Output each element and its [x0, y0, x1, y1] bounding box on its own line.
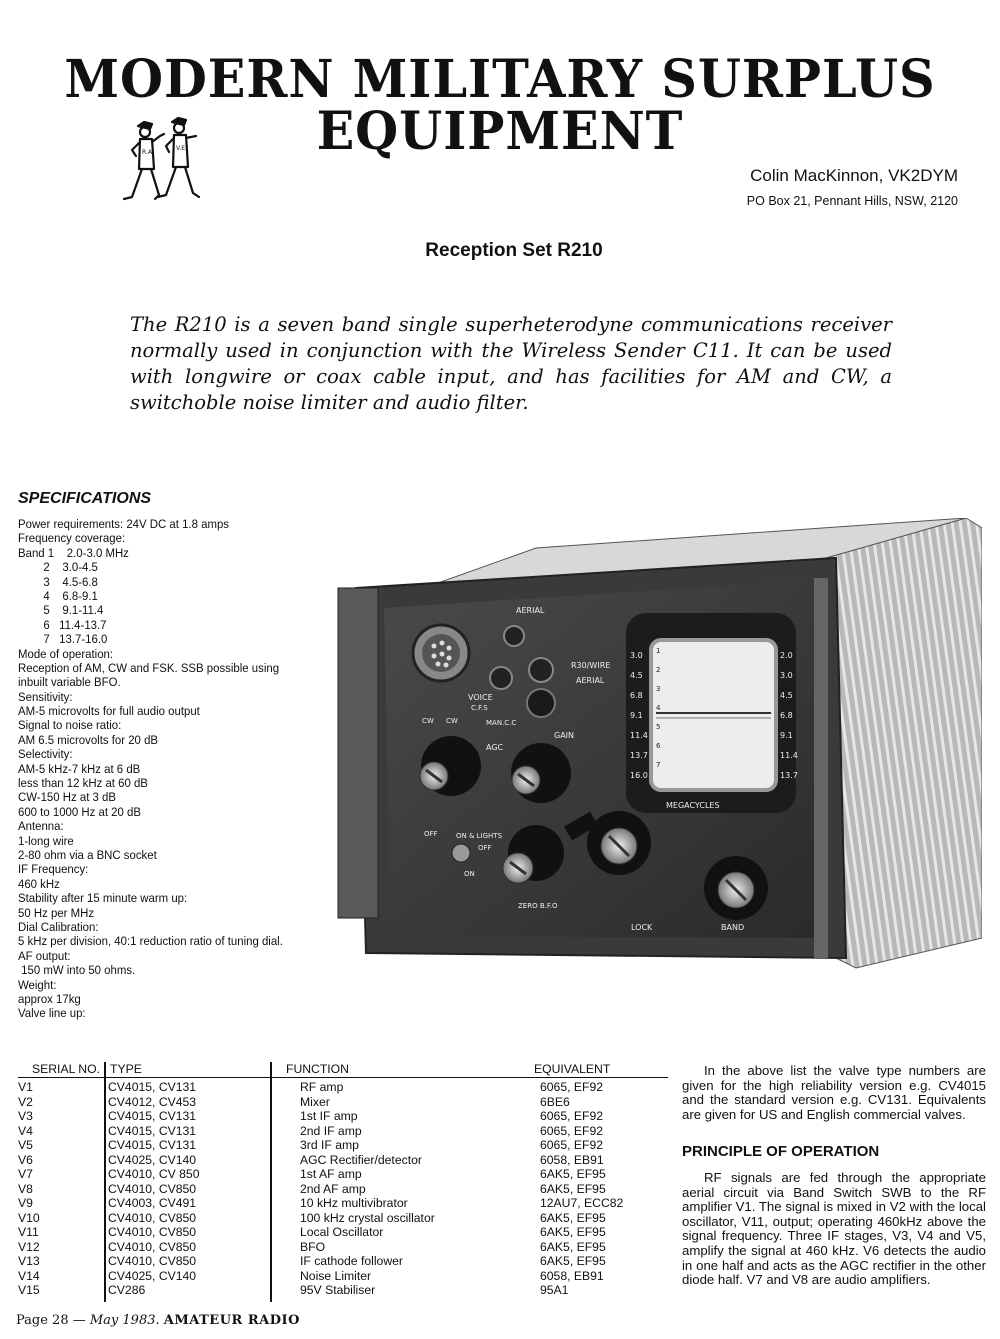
- type-cell: CV4010, CV850: [108, 1239, 197, 1254]
- serial-cell: V9: [18, 1196, 33, 1210]
- col-equivalent-header: EQUIVALENT: [534, 1062, 611, 1076]
- spec-line: IF Frequency:: [18, 862, 89, 877]
- type-cell: CV4003, CV491: [108, 1196, 197, 1210]
- table-row: [18, 1138, 668, 1153]
- function-cell: Local Oscillator: [300, 1225, 384, 1239]
- author-name: Colin MacKinnon, VK2DYM: [750, 166, 958, 185]
- spec-line: inbuilt variable BFO.: [18, 675, 121, 690]
- spec-line: 460 kHz: [18, 876, 60, 891]
- table-divider: [270, 1062, 272, 1302]
- table-row: [18, 1283, 668, 1298]
- dial-scale-left: 4.5: [630, 671, 643, 680]
- serial-cell: V12: [18, 1239, 40, 1254]
- serial-cell: V1: [18, 1080, 33, 1094]
- spec-line: Power requirements: 24V DC at 1.8 amps: [18, 517, 229, 531]
- type-cell: CV4010, CV 850: [108, 1167, 200, 1181]
- dial-scale-right: 2.0: [780, 651, 793, 660]
- table-row: [18, 1269, 668, 1284]
- dial-band-number: 4: [656, 704, 661, 712]
- function-cell: Mixer: [300, 1094, 330, 1109]
- type-cell: CV286: [108, 1283, 146, 1297]
- table-row: [18, 1095, 668, 1110]
- serial-cell: V3: [18, 1109, 33, 1123]
- dial-scale-left: 9.1: [630, 711, 643, 720]
- table-row: [18, 1124, 668, 1139]
- table-row: [18, 1254, 668, 1269]
- r30-wire-label: R30/WIRE: [571, 661, 611, 670]
- table-divider: [104, 1062, 106, 1302]
- dial-band-number: 2: [656, 666, 661, 674]
- function-cell: 2nd AF amp: [300, 1181, 366, 1196]
- type-cell: CV4010, CV850: [108, 1210, 197, 1225]
- receiver-photo: [336, 518, 982, 973]
- type-cell: CV4015, CV131: [108, 1080, 197, 1094]
- dial-scale-left: 16.0: [630, 771, 648, 780]
- cw1-label: CW: [422, 717, 434, 725]
- equivalent-cell: 6065, EF92: [540, 1123, 604, 1138]
- equivalent-cell: 6065, EF92: [540, 1109, 604, 1123]
- equivalent-cell: 6058, EB91: [540, 1268, 604, 1283]
- type-cell: CV4012, CV453: [108, 1094, 197, 1109]
- table-row: [18, 1225, 668, 1240]
- voice-label: VOICE: [468, 693, 493, 702]
- zero-bfo-label: ZERO B.F.O: [518, 902, 558, 910]
- spec-line: Antenna:: [18, 819, 64, 834]
- dial-scale-left: 11.4: [630, 731, 648, 740]
- spec-line: 7 13.7-16.0: [18, 632, 108, 647]
- magazine-name: AMATEUR RADIO: [163, 1313, 300, 1328]
- spec-line: Weight:: [18, 977, 57, 992]
- spec-line: AM-5 microvolts for full audio output: [18, 704, 200, 719]
- serial-cell: V6: [18, 1152, 33, 1167]
- intro-paragraph: The R210 is a seven band single superheterodyne communications receiver normally used in conjunction with the Wireless Sender C11. It can be used with longwire or coax cable input, and has facilities for AM and CW, a switchoble noise limiter and audio filter.: [130, 313, 892, 414]
- function-cell: 95V Stabiliser: [300, 1283, 376, 1297]
- svg-text:V.E: V.E: [176, 145, 186, 152]
- function-cell: 10 kHz multivibrator: [300, 1196, 408, 1210]
- type-cell: CV4015, CV131: [108, 1109, 197, 1123]
- page-footer: Page 28 — May 1983. AMATEUR RADIO: [16, 1313, 300, 1328]
- serial-cell: V8: [18, 1181, 33, 1196]
- spec-line: 5 9.1-11.4: [18, 603, 104, 618]
- table-row: [18, 1153, 668, 1168]
- dial-scale-left: 6.8: [630, 691, 643, 700]
- spec-line: 600 to 1000 Hz at 20 dB: [18, 804, 141, 819]
- spec-line: less than 12 kHz at 60 dB: [18, 776, 148, 791]
- cw2-label: CW: [446, 717, 458, 725]
- serial-cell: V10: [18, 1210, 40, 1225]
- spec-line: Band 1 2.0-3.0 MHz: [18, 545, 129, 560]
- page-number: Page 28: [16, 1313, 69, 1328]
- spec-line: Mode of operation:: [18, 646, 114, 661]
- dial-scale-right: 11.4: [780, 751, 798, 760]
- off1-label: OFF: [424, 830, 438, 838]
- spec-line: 150 mW into 50 ohms.: [18, 963, 136, 978]
- type-cell: CV4010, CV850: [108, 1225, 197, 1239]
- equivalent-cell: 6065, EF92: [540, 1138, 604, 1152]
- spec-line: AM 6.5 microvolts for 20 dB: [18, 732, 159, 747]
- function-cell: 100 kHz crystal oscillator: [300, 1210, 435, 1225]
- agc-label: AGC: [486, 743, 504, 752]
- spec-line: Signal to noise ratio:: [18, 718, 122, 733]
- type-cell: CV4015, CV131: [108, 1123, 197, 1138]
- dial-scale-right: 3.0: [780, 671, 793, 680]
- equivalent-cell: 12AU7, ECC82: [540, 1196, 624, 1210]
- on-label: ON: [464, 870, 475, 878]
- table-row: [18, 1240, 668, 1255]
- equivalent-cell: 6058, EB91: [540, 1152, 604, 1167]
- band-label: BAND: [721, 923, 745, 932]
- dial-band-number: 5: [656, 723, 661, 731]
- specifications-list: [18, 517, 348, 1021]
- author-address: PO Box 21, Pennant Hills, NSW, 2120: [746, 194, 958, 208]
- equivalent-cell: 6AK5, EF95: [540, 1225, 606, 1239]
- spec-line: 50 Hz per MHz: [18, 905, 95, 920]
- principle-heading: PRINCIPLE OF OPERATION: [682, 1143, 880, 1160]
- function-cell: 3rd IF amp: [300, 1138, 359, 1152]
- function-cell: IF cathode follower: [300, 1254, 403, 1268]
- valve-table-header: [18, 1062, 668, 1078]
- spec-line: Stability after 15 minute warm up:: [18, 891, 188, 906]
- principle-paragraph: RF signals are fed through the appropriate aerial circuit via Band Switch SWB to the RF amplifier V1. The signal is mixed in V2 with the local oscillator, V11, output; operating 460kHz above the signal frequency. Three IF stages, V3, V4 and V5, amplify the signal at 460 kHz. V6 detects the audio in one half and acts as the AGC rectifier in the other diode half. V7 and V8 are audio amplifiers.: [682, 1170, 986, 1288]
- serial-cell: V14: [18, 1268, 40, 1283]
- dial-scale-right: 13.7: [780, 771, 798, 780]
- function-cell: 1st IF amp: [300, 1109, 358, 1123]
- table-row: [18, 1167, 668, 1182]
- issue-date: May 1983: [89, 1313, 156, 1328]
- dial-scale-right: 4.5: [780, 691, 793, 700]
- spec-line: 2 3.0-4.5: [18, 560, 98, 575]
- equivalent-cell: 6AK5, EF95: [540, 1239, 606, 1254]
- gain-label: GAIN: [554, 731, 575, 740]
- spec-line: Selectivity:: [18, 747, 73, 762]
- equivalent-cell: 6AK5, EF95: [540, 1181, 606, 1196]
- type-cell: CV4010, CV850: [108, 1181, 197, 1196]
- spec-line: AF output:: [18, 948, 71, 963]
- type-cell: CV4015, CV131: [108, 1138, 197, 1152]
- function-cell: BFO: [300, 1239, 326, 1254]
- svg-text:R.A: R.A: [142, 149, 152, 156]
- equivalent-cell: 6AK5, EF95: [540, 1167, 606, 1181]
- table-row: [18, 1196, 668, 1211]
- spec-line: 3 4.5-6.8: [18, 574, 98, 589]
- article-title-line1: MODERN MILITARY SURPLUS: [64, 49, 936, 110]
- col-serial-header: SERIAL NO.: [32, 1062, 100, 1076]
- spec-line: 1-long wire: [18, 833, 74, 848]
- function-cell: RF amp: [300, 1080, 344, 1094]
- equivalent-cell: 6BE6: [540, 1094, 570, 1109]
- cfs-label: C.F.S: [471, 704, 488, 712]
- spec-line: 6 11.4-13.7: [18, 617, 107, 632]
- col-function-header: FUNCTION: [286, 1062, 349, 1076]
- spec-line: Dial Calibration:: [18, 919, 99, 934]
- dial-scale-left: 3.0: [630, 651, 643, 660]
- type-cell: CV4010, CV850: [108, 1254, 197, 1268]
- spec-line: 5 kHz per division, 40:1 reduction ratio of tuning dial.: [18, 934, 283, 949]
- aerial2-label: AERIAL: [576, 676, 605, 685]
- spec-line: 4 6.8-9.1: [18, 588, 98, 603]
- article-subtitle: Reception Set R210: [425, 240, 603, 261]
- megacycles-label: MEGACYCLES: [666, 801, 720, 810]
- dial-scale-right: 9.1: [780, 731, 793, 740]
- off2-label: OFF: [478, 844, 492, 852]
- on-lights-label: ON & LIGHTS: [456, 832, 503, 840]
- lock-label: LOCK: [631, 923, 653, 932]
- serial-cell: V4: [18, 1123, 33, 1138]
- spec-line: Valve line up:: [18, 1006, 86, 1021]
- dial-band-number: 1: [656, 647, 661, 655]
- equivalent-cell: 95A1: [540, 1283, 569, 1297]
- function-cell: 1st AF amp: [300, 1167, 362, 1181]
- serial-cell: V11: [18, 1225, 39, 1239]
- serial-cell: V5: [18, 1138, 33, 1152]
- table-row: [18, 1109, 668, 1124]
- spec-line: AM-5 kHz-7 kHz at 6 dB: [18, 761, 141, 776]
- equivalent-cell: 6AK5, EF95: [540, 1254, 606, 1268]
- equivalent-cell: 6065, EF92: [540, 1080, 604, 1094]
- dial-scale-left: 13.7: [630, 751, 648, 760]
- equivalent-cell: 6AK5, EF95: [540, 1210, 606, 1225]
- spec-line: approx 17kg: [18, 991, 81, 1006]
- aerial-label: AERIAL: [516, 606, 545, 615]
- spec-line: Sensitivity:: [18, 689, 73, 704]
- spec-line: CW-150 Hz at 3 dB: [18, 790, 116, 805]
- specifications-heading: SPECIFICATIONS: [18, 490, 152, 507]
- dial-scale-right: 6.8: [780, 711, 793, 720]
- col-type-header: TYPE: [110, 1062, 142, 1076]
- soldiers-logo-icon: [118, 116, 218, 216]
- function-cell: AGC Rectifier/detector: [300, 1152, 422, 1167]
- table-row: [18, 1080, 668, 1095]
- table-row: [18, 1211, 668, 1226]
- serial-cell: V2: [18, 1094, 33, 1109]
- manc-label: MAN.C.C: [486, 719, 517, 727]
- valve-note-paragraph: In the above list the valve type numbers are given for the high reliability version e.g. CV4015 and the standard version e.g. CV131. Equivalents are given for US and English commercial valves.: [682, 1063, 986, 1122]
- dial-band-number: 6: [656, 742, 661, 750]
- function-cell: Noise Limiter: [300, 1268, 372, 1283]
- serial-cell: V15: [18, 1283, 40, 1297]
- article-title-line2: EQUIPMENT: [316, 101, 684, 162]
- spec-line: 2-80 ohm via a BNC socket: [18, 847, 157, 862]
- table-row: [18, 1182, 668, 1197]
- spec-line: Frequency coverage:: [18, 531, 126, 546]
- spec-line: Reception of AM, CW and FSK. SSB possible using: [18, 660, 280, 675]
- function-cell: 2nd IF amp: [300, 1123, 362, 1138]
- serial-cell: V7: [18, 1167, 33, 1181]
- type-cell: CV4025, CV140: [108, 1152, 197, 1167]
- valve-table: [18, 1062, 668, 1298]
- dial-band-number: 3: [656, 685, 661, 693]
- serial-cell: V13: [18, 1254, 40, 1268]
- type-cell: CV4025, CV140: [108, 1268, 197, 1283]
- dial-band-number: 7: [656, 761, 661, 769]
